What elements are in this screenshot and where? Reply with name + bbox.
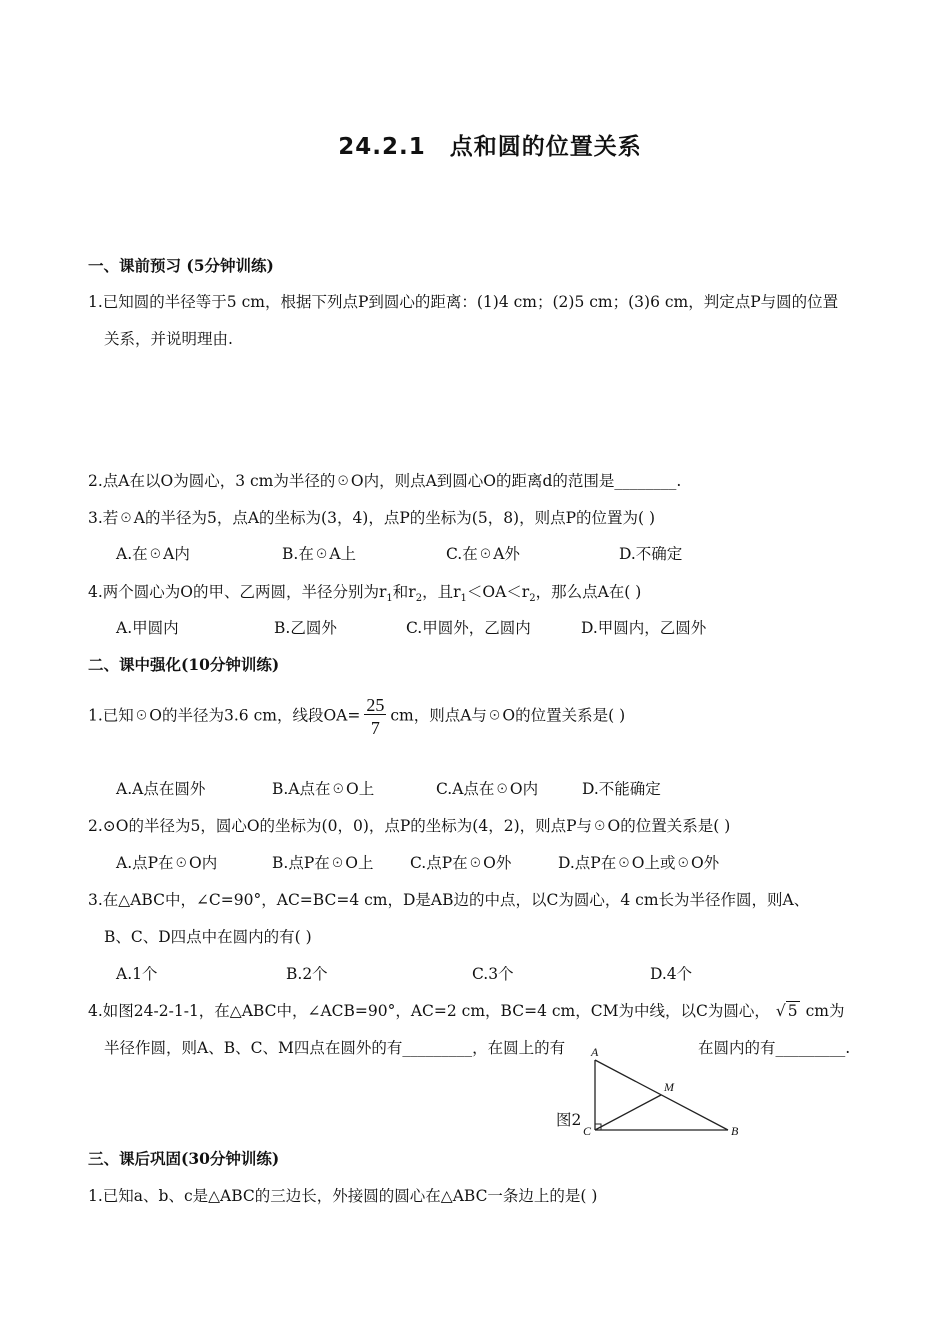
s2-question-4-line1: 4.如图24-2-1-1，在△ABC中，∠ACB=90°，AC=2 cm，BC=4 cm，CM为中线，以C为圆心， √ 5 cm为 xyxy=(88,1002,845,1020)
vertex-label-c: C xyxy=(583,1124,592,1138)
s2-q2-option-c: C.点P在☉O外 xyxy=(410,854,512,872)
s1-question-1-line1: 1.已知圆的半径等于5 cm，根据下列点P到圆心的距离：(1)4 cm；(2)5 cm；(3)6 cm，判定点P与圆的位置 xyxy=(88,293,839,311)
section-heading-review: 三、课后巩固(30分钟训练) xyxy=(88,1149,280,1168)
page-title: 24.2.1 点和圆的位置关系 xyxy=(338,134,642,160)
fraction-25-7: $\frac{25}{7}$ xyxy=(366,695,385,738)
s1-q3-option-a: A.在☉A内 xyxy=(116,545,190,563)
median-cm xyxy=(595,1095,661,1130)
s2-question-1: 1.已知☉O的半径为3.6 cm，线段OA= $\frac{25}{7}$ cm，则点A与☉O的位置关系是( ) xyxy=(88,695,626,738)
s1-q3-option-b: B.在☉A上 xyxy=(282,545,357,563)
section-heading-inclass: 二、课中强化(10分钟训练) xyxy=(88,655,280,674)
s2-q2-option-d: D.点P在☉O上或☉O外 xyxy=(558,854,720,872)
s2-q2-option-a: A.点P在☉O内 xyxy=(116,854,218,872)
s2-q3-option-b: B.2个 xyxy=(286,965,328,983)
s1-q3-option-d: D.不确定 xyxy=(619,545,683,563)
vertex-label-a: A xyxy=(591,1045,599,1059)
s2-question-3-line1: 3.在△ABC中，∠C=90°，AC=BC=4 cm，D是AB边的中点，以C为圆心，4 cm长为半径作圆，则A、 xyxy=(88,891,810,909)
s1-question-3: 3.若☉A的半径为5，点A的坐标为(3，4)，点P的坐标为(5，8)，则点P的位置为( ) xyxy=(88,509,656,527)
s1-q3-option-c: C.在☉A外 xyxy=(446,545,520,563)
s2-q2-option-b: B.点P在☉O上 xyxy=(272,854,374,872)
s2-q1-option-d: D.不能确定 xyxy=(582,780,661,798)
s2-q3-option-c: C.3个 xyxy=(472,965,514,983)
s2-question-4-line2-right: 在圆内的有_________. xyxy=(698,1039,851,1057)
s2-q1-option-a: A.A点在圆外 xyxy=(116,780,206,798)
s1-q4-option-a: A.甲圆内 xyxy=(116,619,179,637)
s1-q4-option-b: B.乙圆外 xyxy=(274,619,337,637)
vertex-label-b: B xyxy=(731,1124,739,1138)
s3-question-1: 1.已知a、b、c是△ABC的三边长，外接圆的圆心在△ABC一条边上的是( ) xyxy=(88,1187,598,1205)
section-heading-preview: 一、课前预习 (5分钟训练) xyxy=(88,256,274,275)
s2-q3-option-a: A.1个 xyxy=(116,965,158,983)
s2-q1-option-c: C.A点在☉O内 xyxy=(436,780,539,798)
s1-q4-option-c: C.甲圆外，乙圆内 xyxy=(406,619,531,637)
s2-question-2: 2.⊙O的半径为5，圆心O的坐标为(0，0)，点P的坐标为(4，2)，则点P与☉O的位置关系是( ) xyxy=(88,817,731,835)
point-label-m: M xyxy=(664,1080,674,1094)
s1-question-4: 4.两个圆心为O的甲、乙两圆，半径分别为$r_1$和$r_2$，且$r_1<OA<r_2$，那么点A在( ) xyxy=(88,583,642,605)
s1-question-1-line2: 关系，并说明理由. xyxy=(104,330,233,348)
s1-question-2: 2.点A在以O为圆心，3 cm为半径的☉O内，则点A到圆心O的距离d的范围是________. xyxy=(88,472,682,490)
s2-question-3-line2: B、C、D四点中在圆内的有( ) xyxy=(104,928,312,946)
s1-q4-option-d: D.甲圆内，乙圆外 xyxy=(581,619,707,637)
s2-q1-option-b: B.A点在☉O上 xyxy=(272,780,375,798)
figure-caption: 图2 xyxy=(556,1111,582,1129)
sqrt-5: √ 5 xyxy=(775,1002,798,1020)
s2-q3-option-d: D.4个 xyxy=(650,965,693,983)
s2-question-4-line2-left: 半径作圆，则A、B、C、M四点在圆外的有_________，在圆上的有 xyxy=(104,1039,566,1057)
